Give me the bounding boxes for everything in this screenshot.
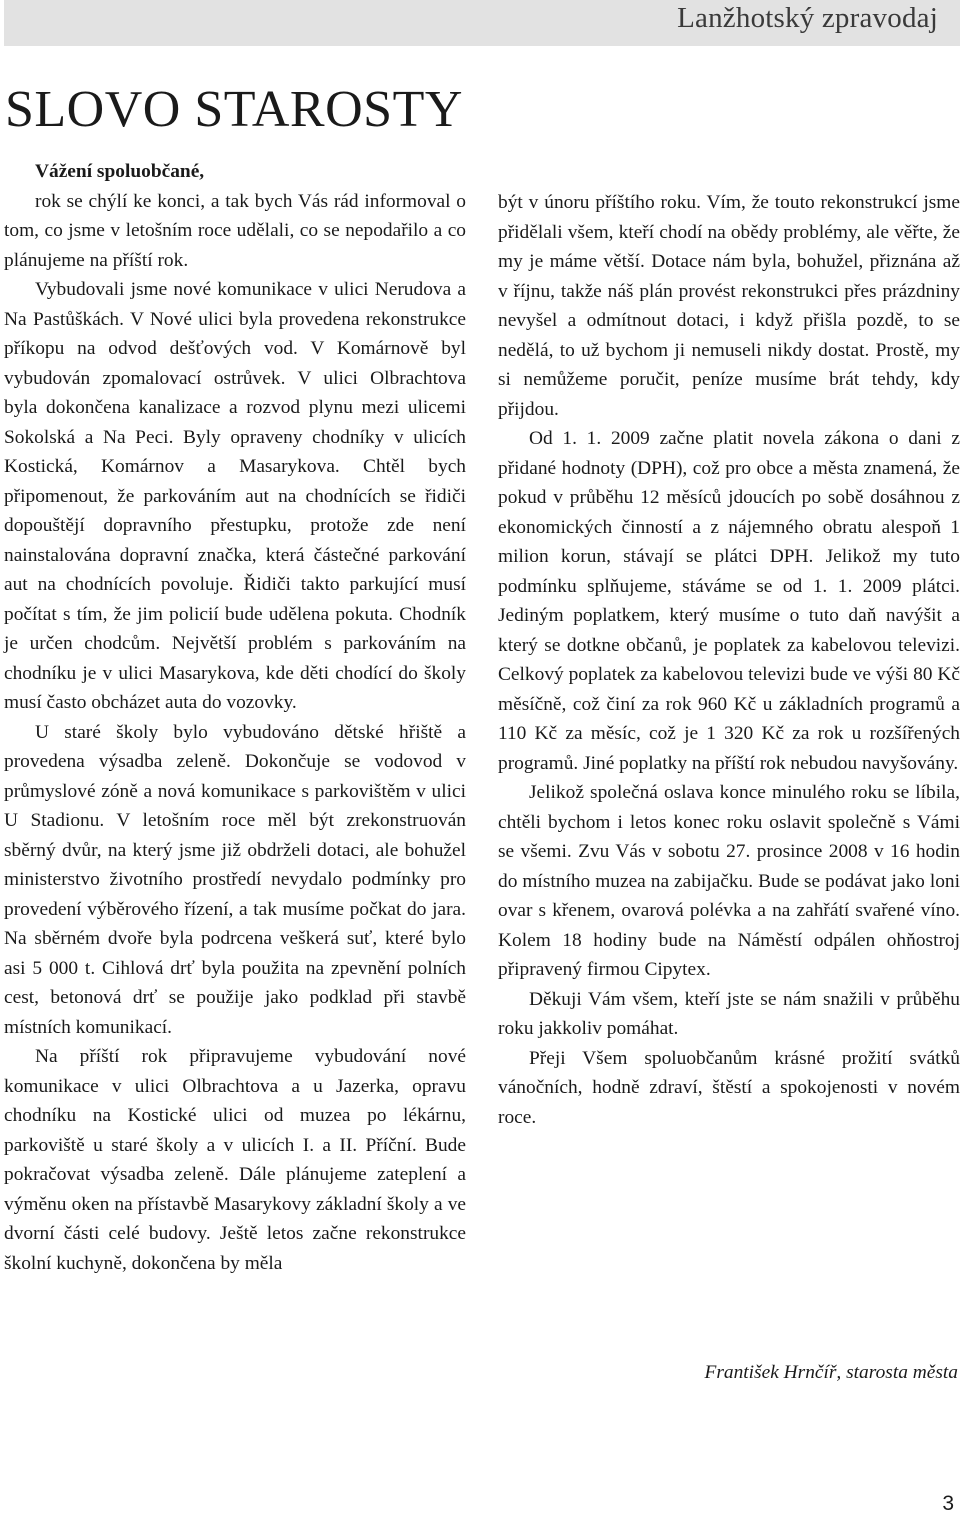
article-title: SLOVO STAROSTY [5, 81, 463, 138]
paragraph: Vybudovali jsme nové komunikace v ulici Nerudova a Na Pastůškách. V Nové ulici byla provedena rekonstrukce příkopu na odvod dešťových vod. V Komárnově byl vybudován zpomalovací ostrůvek. V ulici Olbrachtova byla dokončena kanalizace a rozvod plynu mezi ulicemi Sokolská a Na Peci. Byly opraveny chodníky v ulicích Kostická, Komárnov a Masarykova. Chtěl bych připomenout, že parkováním aut na chodnících se řidiči dopouštějí dopravního přestupku, protože zde není nainstalována dopravní značka, která částečné parkování aut na chodnících povoluje. Řidiči takto parkující musí počítat s tím, že jim policií bude udělena pokuta. Chodník je určen chodcům. Největší problém s parkováním na chodníku je v ulici Masarykova, kde děti chodící do školy musí často obcházet auta do vozovky. [4, 279, 466, 713]
paragraph: Děkuji Vám všem, kteří jste se nám snažili v průběhu roku jakkoliv pomáhat. [498, 988, 960, 1039]
right-column [498, 188, 960, 1132]
paragraph: rok se chýlí ke konci, a tak bych Vás rád informoval o tom, co jsme v letošním roce udělali, co se nepodařilo a co plánujeme na příští rok. [4, 190, 466, 271]
paragraph: Od 1. 1. 2009 začne platit novela zákona o dani z přidané hodnoty (DPH), což pro obce a města znamená, že pokud v průběhu 12 měsíců jdoucích po sobě dosáhnou z ekonomických činností a z nájemného obratu alespoň 1 milion korun, stávají se plátci DPH. Jelikož my tuto podmínku splňujeme, stáváme se od 1. 1. 2009 plátci. Jediným poplatkem, který musíme o tuto daň navýšit a který se dotkne občanů, je poplatek za kabelovou televizi. Celkový poplatek za kabelovou televizi bude ve výši 80 Kč měsíčně, což činí za rok 960 Kč u základních programů a 110 Kč za měsíc, což je 1 320 Kč za rok u rozšířených programů. Jiné poplatky na příští rok nebudou navyšovány. [498, 428, 960, 774]
paragraph: Přeji Všem spoluobčanům krásné prožití svátků vánočních, hodně zdraví, štěstí a spokojenosti v novém roce. [498, 1047, 960, 1128]
greeting: Vážení spoluobčané, [35, 161, 205, 182]
paragraph: být v únoru příštího roku. Vím, že touto rekonstrukcí jsme přidělali všem, kteří chodí na obědy problémy, ale věřte, že my je máme větší. Dotace nám byla, bohužel, přiznána až v říjnu, takže náš plán provést rekonstrukci přes prázdniny nevyšel a odmítnout dotaci, i když přišla pozdě, to se nedělá, to už bychom ji nemuseli nikdy dostat. Prostě, my si nemůžeme poručit, peníze musíme brát tehdy, kdy přijdou. [498, 192, 960, 420]
page-number: 3 [942, 1492, 954, 1515]
paragraph: Na příští rok připravujeme vybudování nové komunikace v ulici Olbrachtova a u Jazerka, opravu chodníku na Kostické ulici od muzea po lékárnu, parkoviště u staré školy a v ulicích I. a II. Příční. Bude pokračovat výsadba zeleně. Dále plánujeme zateplení a výměnu oken na přístavbě Masarykovy základní školy a ve dvorní části celé budovy. Ještě letos začne rekonstrukce školní kuchyně, dokončena by měla [4, 1046, 466, 1274]
header-bar [4, 0, 960, 46]
left-column [4, 157, 466, 1278]
publication-title: Lanžhotský zpravodaj [677, 2, 938, 34]
paragraph: U staré školy bylo vybudováno dětské hřiště a provedena výsadba zeleně. Dokončuje se vodovod v průmyslové zóně a nová komunikace s parkovištěm v ulici U Stadionu. V letošním roce měl být zrekonstruován sběrný dvůr, na který jsme již obdrželi dotaci, ale bohužel ministerstvo životního prostředí nevydalo podmínky pro provedení výběrového řízení, a tak musíme počkat do jara. Na sběrném dvoře byla podrcena veškerá suť, které bylo asi 5 000 t. Cihlová drť byla použita na zpevnění polních cest, betonová drť se použije jako podklad při stavbě místních komunikací. [4, 721, 466, 1038]
signature: František Hrnčíř, starosta města [704, 1362, 958, 1383]
paragraph: Jelikož společná oslava konce minulého roku se líbila, chtěli bychom i letos konec roku oslavit společně s Vámi se všemi. Zvu Vás v sobotu 27. prosince 2008 v 16 hodin do místního muzea na zabijačku. Bude se podávat jako loni ovar s křenem, ovarová polévka a na zahřátí svařené víno. Kolem 18 hodiny bude na Náměstí odpálen ohňostroj připravený firmou Cipytex. [498, 782, 960, 980]
